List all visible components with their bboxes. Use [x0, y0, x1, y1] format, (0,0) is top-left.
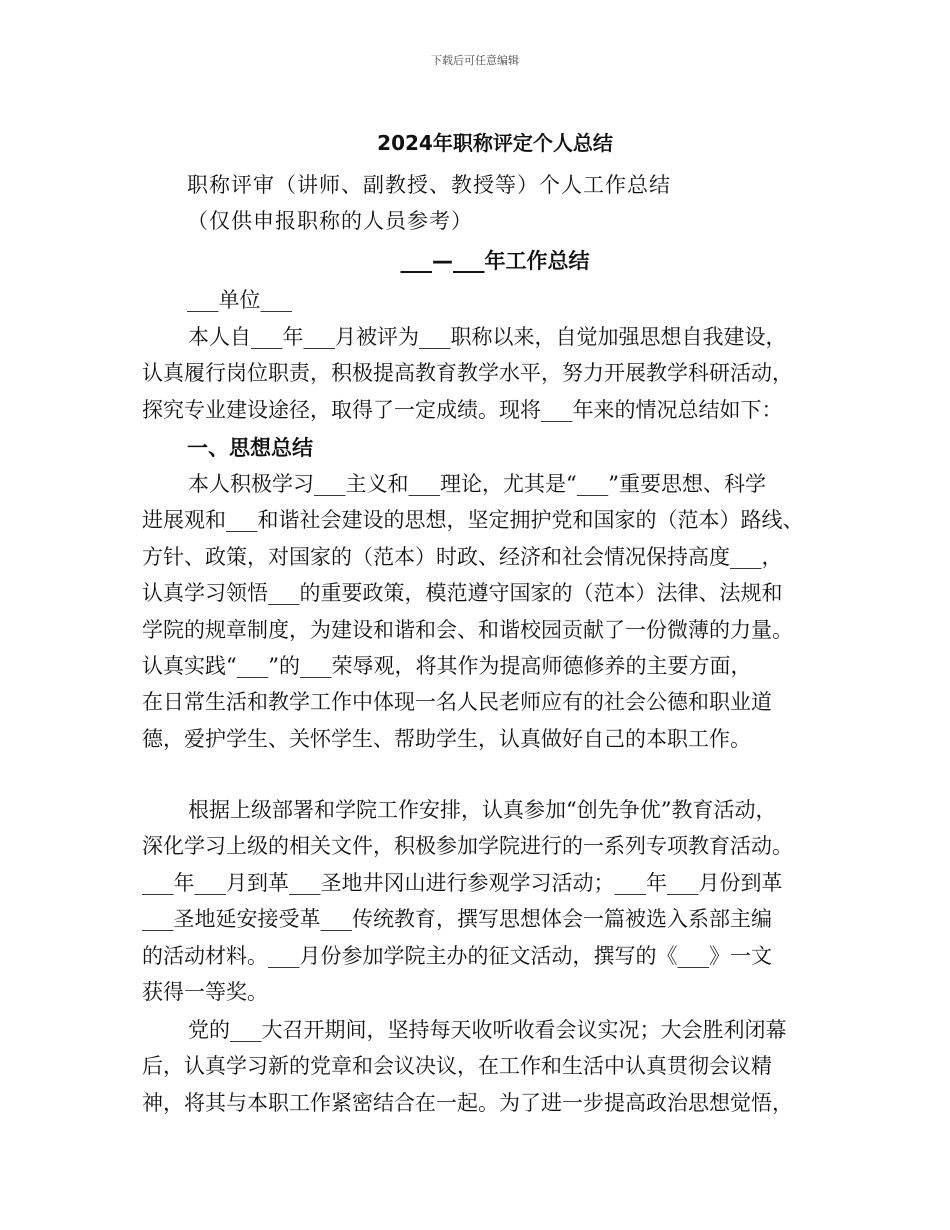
paragraph-line: 德，爱护学生、关怀学生、帮助学生，认真做好自己的本职工作。 [142, 726, 751, 751]
paragraph-intro [142, 319, 822, 428]
paragraph-line: 本人自___年___月被评为___职称以来，自觉加强思想自我建设， [188, 325, 787, 349]
paragraph-line: 探究专业建设途径，取得了一定成绩。现将___年来的情况总结如下： [142, 397, 783, 422]
paragraph-line: 本人积极学习___主义和___理论，尤其是“___”重要思想、科学 [188, 472, 766, 496]
paragraph-line: 认真履行岗位职责，积极提高教育教学水平，努力开展教学科研活动， [142, 361, 793, 386]
paragraph-line: 在日常生活和教学工作中体现一名人民老师应有的社会公德和职业道 [142, 690, 772, 715]
paragraph-line: 党的___大召开期间，坚持每天收听收看会议实况；大会胜利闭幕 [188, 1018, 787, 1042]
paragraph-line: 获得一等奖。 [142, 980, 268, 1005]
unit-line: ___单位___ [187, 288, 292, 312]
paragraph-congress [142, 1012, 822, 1121]
paragraph-line: 认真实践“___”的___荣辱观，将其作为提高师德修养的主要方面， [142, 654, 752, 679]
subtitle-line-2: （仅供申报职称的人员参考） [187, 209, 473, 233]
paragraph-thought [142, 466, 822, 757]
paragraph-line: 深化学习上级的相关文件，积极参加学院进行的一系列专项教育活动。 [142, 834, 793, 859]
paragraph-line: 根据上级部署和学院工作安排，认真参加“创先争优”教育活动， [188, 798, 777, 822]
subtitle-line-1: 职称评审（讲师、副教授、教授等）个人工作总结 [187, 173, 671, 197]
paragraph-line: 后，认真学习新的党章和会议决议，在工作和生活中认真贯彻会议精 [142, 1054, 772, 1079]
document-title: 2024年职称评定个人总结 [377, 131, 613, 155]
year-summary-heading: ___—___年工作总结 [400, 249, 590, 273]
paragraph-line: ___年___月到革___圣地井冈山进行参观学习活动；___年___月份到革 [142, 870, 783, 895]
paragraph-line: 认真学习领悟___的重要政策，模范遵守国家的（范本）法律、法规和 [142, 581, 783, 606]
section-heading-thought: 一、思想总结 [187, 436, 313, 460]
paragraph-activities [142, 792, 822, 1010]
paragraph-line: 方针、政策，对国家的（范本）时政、经济和社会情况保持高度___， [142, 544, 783, 569]
paragraph-line: ___圣地延安接受革___传统教育，撰写思想体会一篇被选入系部主编 [142, 907, 772, 932]
paragraph-line: 神，将其与本职工作紧密结合在一起。为了进一步提高政治思想觉悟， [142, 1090, 793, 1115]
paragraph-line: 的活动材料。___月份参加学院主办的征文活动，撰写的《___》一文 [142, 943, 772, 968]
paragraph-line: 学院的规章制度，为建设和谐和会、和谐校园贡献了一份微薄的力量。 [142, 617, 793, 642]
page-header: 下载后可任意编辑 [431, 54, 519, 67]
paragraph-line: 进展观和___和谐社会建设的思想，坚定拥护党和国家的（范本）路线、 [142, 508, 804, 533]
